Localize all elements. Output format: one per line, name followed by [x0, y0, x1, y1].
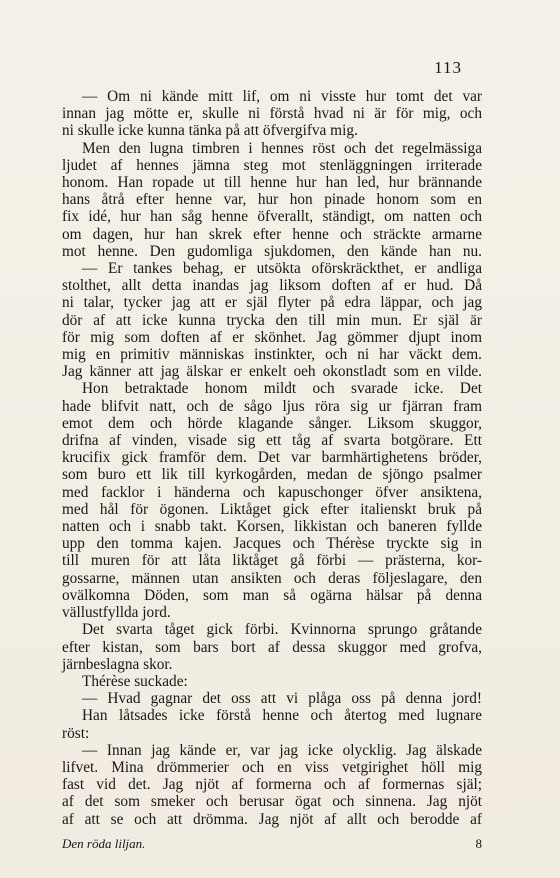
text-line: Det svarta tåget gick förbi. Kvinnorna sprungo gråtande [82, 621, 482, 639]
text-line: ljudet af hennes jämna steg mot stenläggningen irriterade [62, 156, 482, 174]
text-line: innan jag mötte er, skulle ni förstå hvad ni är för mig, och [62, 105, 482, 123]
text-line: Jag känner att jag älskar er enkelt oeh okonstladt som en vilde. [62, 363, 482, 381]
text-line: om dagen, hur han skrek efter henne och sträckte armarne [62, 225, 482, 243]
text-line: lifvet. Mina drömmerier och en viss vetgirighet höll mig [62, 758, 482, 776]
text-line: Han låtsades icke förstå henne och återtog med lugnare [82, 707, 482, 725]
text-line: honom. Han ropade ut till henne hur han led, hur brännande [62, 174, 482, 192]
text-line: mig en primitiv människas instinkter, och ni har väckt dem. [62, 346, 482, 364]
page-footer [62, 836, 482, 852]
text-line: gossarne, männen utan ansikten och deras följeslagare, den [62, 569, 482, 587]
text-line: järnbeslagna skor. [62, 655, 173, 673]
text-line: fix idé, hur han såg henne öfverallt, ständigt, om natten och [62, 208, 482, 226]
text-line: stolthet, allt detta inandas jag liksom doften af er hud. Då [62, 277, 482, 295]
text-line: röst: [62, 724, 90, 742]
page-number: 113 [434, 58, 462, 77]
text-line: med facklor i händerna och kapuschonger öfver ansiktena, [62, 483, 482, 501]
text-line: upp den tomma kajen. Jacques och Thérèse tryckte sig in [62, 535, 482, 553]
text-line: mot henne. Den gudomliga sjukdomen, den kände han nu. [62, 242, 482, 260]
text-line: Men den lugna timbren i hennes röst och det regelmässiga [82, 139, 482, 157]
text-line: Thérèse suckade: [82, 672, 188, 690]
footer-signature-mark: 8 [475, 836, 482, 851]
text-line: dör af att icke kunna trycka den till min mun. Er själ är [62, 311, 482, 329]
text-line: af det som smeker och berusar ögat och sinnena. Jag njöt [62, 793, 482, 811]
text-line: som buro ett lik till kyrkogården, medan de sjöngo psalmer [62, 466, 482, 484]
text-line: med hål för ögonen. Liktåget gick efter italienskt bruk på [62, 500, 482, 518]
text-line: — Hvad gagnar det oss att vi plåga oss på denna jord! [82, 690, 482, 708]
text-line: natten och i snabb takt. Korsen, likkistan och baneren fyllde [62, 518, 482, 536]
text-line: efter kistan, som bars bort af dessa skuggor med grofva, [62, 638, 482, 656]
text-line: — Innan jag kände er, var jag icke olycklig. Jag älskade [82, 741, 482, 759]
body-text [62, 88, 482, 828]
text-line: drifna af vinden, visade sig ett tåg af svarta botgörare. Ett [62, 432, 482, 450]
text-line: ni skulle icke kunna tänka på att öfvergifva mig. [62, 122, 358, 140]
text-line: — Om ni kände mitt lif, om ni visste hur tomt det var [82, 88, 482, 105]
text-line: krucifix gick framför dem. Det var barmhärtighetens bröder, [62, 449, 482, 467]
text-line: af att se och att drömma. Jag njöt af allt och berodde af [62, 810, 482, 828]
footer-book-title: Den röda liljan. [62, 836, 146, 851]
text-line: hans åtrå efter henne var, hur hon pinade honom som en [62, 191, 482, 209]
text-line: för mig som doften af er skönhet. Jag gömmer djupt inom [62, 328, 482, 346]
text-line: emot dem och hörde klagande sånger. Liksom skuggor, [62, 414, 482, 432]
text-line: — Er tankes behag, er utsökta oförskräckthet, er andliga [82, 260, 482, 278]
text-line: ni talar, tycker jag att er själ flyter på edra läppar, och jag [62, 294, 482, 312]
text-line: Hon betraktade honom mildt och svarade icke. Det [82, 380, 482, 398]
text-line: fast vid det. Jag njöt af formerna och af formernas själ; [62, 776, 482, 794]
text-line: ovälkomna Döden, som man så ogärna hälsar på denna [62, 586, 482, 604]
text-line: till muren för att låta liktåget gå förbi — prästerna, kor- [62, 552, 482, 570]
text-line: hade blifvit natt, och de sågo ljus röra sig ur fjärran fram [62, 397, 482, 415]
text-line: vällustfyllda jord. [62, 604, 171, 622]
